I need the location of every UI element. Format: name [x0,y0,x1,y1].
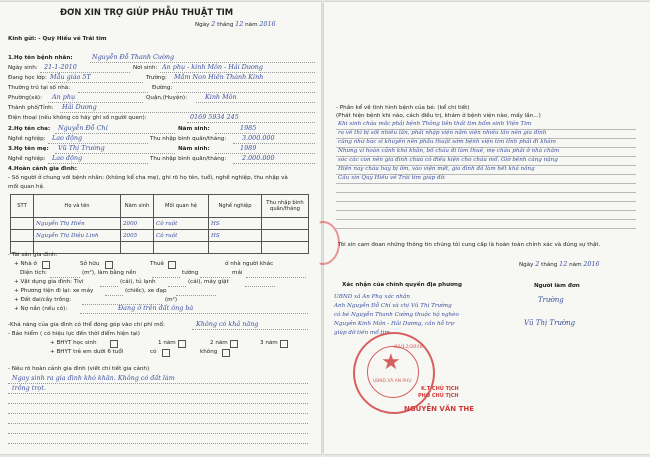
checkbox-owned [105,261,113,269]
debt-label: + Nợ nần (nếu có): [14,306,68,312]
house-label: + Nhà ở [14,261,37,267]
father-label: 2.Họ tên cha: [8,126,51,132]
dotted-line [8,383,308,384]
contribution-label: -Khả năng của gia đình có thể đóng góp vào chi phí mổ: [8,322,165,328]
phone-label: Điện thoại (nếu không có hãy ghi số người quen): [8,115,147,121]
authority-note: Nguyên Kinh Môn - Hải Dương, cần hỗ trợ [334,321,455,327]
table-cell [121,242,154,254]
items-fridge: (cái), tủ lạnh [120,279,156,285]
ruled-line [336,192,636,193]
summary-label: - Nêu rõ hoàn cảnh gia đình (viết chi tiết gia cảnh) [8,366,150,372]
table-cell [262,242,309,254]
commitment: Tôi xin cam đoan những thông tin chúng tôi cung cấp là hoàn toàn chính xác và đúng sự thật. [338,242,601,248]
condition-line: Cầu xin Quỹ Hiếu vẻ Trái tim giúp đỡ. [338,175,446,181]
summary-hw-2: trồng trọt. [12,384,46,392]
applicant-label: Người làm đơn [534,283,580,289]
condition-line: Hiện nay cháu hay bị ốm, vào viện mệt, gia đình đã làm hết khả năng [338,166,535,172]
ruled-line [336,201,636,202]
table-cell [262,230,309,242]
checkbox-rent [168,261,176,269]
ward: An phụ [52,93,76,101]
dotted-line [187,122,315,123]
col-header: Thu nhập bình quân/tháng [262,195,309,218]
left-page [0,2,321,454]
table-row [11,230,309,242]
dotted-line [8,413,308,414]
roof-label: mái [232,270,243,276]
table-cell [11,230,34,242]
father-year: 1985 [240,124,257,132]
checkbox-1y [178,340,186,348]
other-label: ở nhà người khác [225,261,274,267]
mother-job-label: Nghề nghiệp: [8,156,46,162]
family-line1: - Số người ở chung với bệnh nhân: (không kể cha mẹ), ghi rõ họ tên, tuổi, nghề nghiệp, thu nhập và [8,175,288,181]
condition-line: Nhưng vì hoàn cảnh khó khăn, bố cháu đi làm thuê, mẹ cháu phải ở nhà chăm [338,148,560,154]
dotted-line [245,286,275,287]
address-label: Thường trú tại số nhà: [8,85,71,91]
checkbox-house [42,261,50,269]
father-name: Nguyễn Đỗ Chí [58,124,108,132]
debt: Đang ở trên đất ông bà [118,304,194,312]
ins-1y: 1 năm [158,340,176,346]
ins-3y: 3 năm [260,340,278,346]
ins-yes: có [150,349,157,355]
family-line2: mối quan hệ. [8,184,45,190]
father-income: 3.000.000 [242,134,275,142]
col-header: Mối quan hệ [154,195,209,218]
city-label: Thành phố/Tỉnh: [8,105,54,111]
star-icon: ★ [381,350,401,375]
dotted-line [105,295,123,296]
father-year-label: Năm sinh: [178,126,210,132]
mother-year-label: Năm sinh: [178,146,210,152]
date-line: Ngày 2 tháng 12 năm 2016 [195,20,276,28]
dotted-line [200,277,230,278]
table-cell [262,218,309,230]
ruled-line [336,228,636,229]
condition-line: cũng như bác sĩ khuyên nên phẫu thuật sớm bệnh viện tim tỉnh phải đi khám [338,139,556,145]
city: Hải Dương [62,103,97,111]
grade: Mẫu giáo 5T [50,73,91,81]
table-cell [11,218,34,230]
checkbox-2y [230,340,238,348]
dotted-line [152,277,180,278]
dotted-line [176,295,216,296]
table-cell: HS [209,218,262,230]
ins-no: không [200,349,218,355]
table-header-row [11,195,309,218]
mother-name: Vũ Thị Trường [58,144,105,152]
household-table [10,194,309,254]
applicant-name: Vũ Thị Trường [524,319,576,327]
sign-date: Ngày 2 tháng 12 năm 2016 [519,260,600,268]
dotted-line [8,393,308,394]
dotted-line [168,286,186,287]
condition-line: sóc các con nên gia đình chưa có điều kiện cho cháu mổ. Giờ bệnh càng nặng [338,157,558,163]
applicant-signature: Trường [538,296,564,304]
condition-subheading: (Phát hiện bệnh khi nào, cách điều trị, khám ở bệnh viện nào, mấy lần...) [336,113,541,119]
district: Kinh Môn [205,93,237,101]
table-cell [209,242,262,254]
checkbox-yes [162,349,170,357]
dotted-line [50,277,80,278]
ruled-line [336,183,636,184]
dotted-line [8,433,308,434]
wall-label: tường [182,270,199,276]
ins-student-label: + BHYT học sinh [50,340,97,346]
ruled-line [336,210,636,211]
dob-label: Ngày sinh: [8,65,38,71]
checkbox-no [222,349,230,357]
condition-line: ra về thì bị sốt nhiều lần, phải nhập viện nằm viện nhiều lần nên gia đình [338,130,547,136]
assets-heading: - Tài sản gia đình: [8,252,58,258]
school-label: Trường: [146,75,167,81]
land-label: + Đất đai/cây trồng: [14,297,72,303]
ruled-line [336,219,636,220]
phone: 0169 5934 245 [190,113,239,121]
father-job-label: Nghề nghiệp: [8,136,46,142]
owned-label: Sở hữu [80,261,100,267]
table-cell: Nguyễn Thị Diệu Linh [34,230,121,242]
birthplace-label: Nơi sinh: [133,65,158,71]
father-income-label: Thu nhập bình quân/tháng: [150,136,227,142]
dotted-line [8,423,308,424]
col-header: STT [11,195,34,218]
patient-name: Nguyễn Đỗ Thanh Cường [92,53,175,61]
dotted-line [8,443,308,444]
col-header: Họ và tên [34,195,121,218]
condition-line: Khi sinh cháu mắc phải bệnh Thông liên thất tim bẩm sinh Viện Tim [338,121,532,127]
table-cell: Cô ruột [154,230,209,242]
ins-child-label: + BHYT trẻ em dưới 6 tuổi [50,349,124,355]
official-stamp [353,332,435,414]
dotted-line [172,82,315,83]
dotted-line [100,286,118,287]
table-row [11,218,309,230]
table-cell: HS [209,230,262,242]
street-label: Đường: [152,85,173,91]
district-label: Quận,(Huyện): [146,95,187,101]
ins-2y: 2 năm [210,340,228,346]
signer-title-2: PHÓ CHỦ TỊCH [418,393,459,399]
authority-note: Anh Nguyễn Đỗ Chí và chị Vũ Thị Trường [334,303,452,309]
birthplace: An phụ - kinh Môn - Hải Dương [162,63,263,71]
dotted-line [176,92,315,93]
patient-name-label: 1.Họ tên bệnh nhân: [8,55,73,61]
school: Mầm Non Hiến Thành Kinh [174,73,264,81]
authority-label: Xác nhận của chính quyền địa phương [342,282,462,288]
authority-note: có bé Nguyễn Thanh Cường thuộc hộ nghèo [334,312,459,318]
items-label: + Vật dụng gia đình: Tivi [14,279,84,285]
table-cell: Cô ruột [154,218,209,230]
land-unit: (m²) [165,297,178,303]
dotted-line [192,329,308,330]
mother-job: Lao động [52,154,83,162]
dotted-line [233,163,315,164]
authority-note: UBND xã An Phụ xác nhận [334,294,410,300]
dotted-line [8,403,308,404]
items-washer: (cái), máy giặt [188,279,229,285]
father-job: Lao động [52,134,83,142]
col-header: Nghề nghiệp [209,195,262,218]
table-cell: 2000 [121,218,154,230]
family-heading: 4.Hoàn cảnh gia đình: [8,166,78,172]
dob: 21-1-2010 [44,63,77,71]
mother-year: 1989 [240,144,257,152]
grade-label: Đang học lớp: [8,75,47,81]
summary-hw: Ngay sinh ra gia đình khó khăn. Không có đất làm [12,374,175,382]
signer-title-1: K.T CHỦ TỊCH [421,386,459,392]
dotted-line [78,92,148,93]
checkbox-3y [280,340,288,348]
rent-label: Thuê [150,261,164,267]
vehicles-label: + Phương tiện đi lại: xe máy [14,288,94,294]
stamp-date: 02/12/2016 [394,344,423,350]
table-cell: Nguyễn Thị Hiền [34,218,121,230]
mother-income: 2.000.000 [242,154,275,162]
mother-label: 3.Họ tên mẹ: [8,146,49,152]
ward-label: Phường(xã): [8,95,42,101]
dotted-line [48,163,148,164]
table-cell: 2005 [121,230,154,242]
form-title: ĐƠN XIN TRỢ GIÚP PHẪU THUẬT TIM [60,7,234,17]
dotted-line [80,313,308,314]
mother-income-label: Thu nhập bình quân/tháng: [150,156,227,162]
signer-name: NGUYỄN VĂN THE [404,405,474,413]
vehicles-bike: (chiếc), xe đạp [125,288,167,294]
checkbox-ins-student [110,340,118,348]
contribution: Không có khả năng [196,320,259,328]
area-unit: (m²), làm bằng nền [82,270,137,276]
recipient: Kính gửi: - Quỹ Hiếu vẻ Trái tim [8,36,107,42]
dotted-line [196,102,315,103]
insurance-label: - Bảo hiểm ( có hiệu lực đến thời điểm hiện tại) [8,331,140,337]
dotted-line [60,112,315,113]
col-header: Năm sinh [121,195,154,218]
area-label: Diện tích: [20,270,47,276]
table-cell [154,242,209,254]
authority-note: giúp đỡ tiền mổ tim. [334,330,392,336]
stamp-text: UBND XÃ AN PHỤ [373,379,412,384]
condition-heading: - Phần kể về tình hình bệnh của bé: (kể chi tiết) [336,105,470,111]
dotted-line [48,82,143,83]
dotted-line [246,277,306,278]
